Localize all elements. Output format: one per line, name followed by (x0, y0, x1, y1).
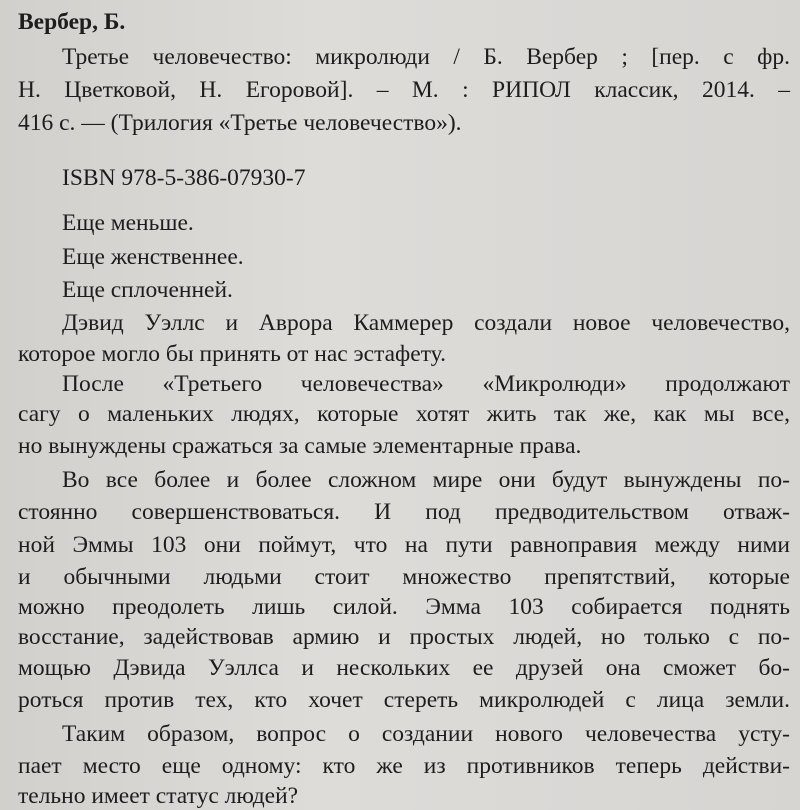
author-heading: Вербер, Б. (18, 9, 126, 35)
annotation-line: Во все более и более сложном мире они будут вынуждены по- (62, 467, 790, 493)
annotation-line: стоянно совершенствоваться. И под предводительством отваж- (18, 499, 790, 525)
annotation-line: восстание, задействовав армию и простых людей, но только с по- (18, 624, 790, 650)
annotation-line: которое могло бы принять от нас эстафету. (18, 341, 446, 367)
annotation-line: тельно имеет статус людей? (18, 783, 299, 809)
citation-line: 416 с. — (Трилогия «Третье человечество»). (18, 110, 462, 136)
annotation-line: Еще сплоченней. (62, 277, 233, 303)
annotation-line: но вынуждены сражаться за самые элементарные права. (18, 433, 582, 459)
annotation-line: и обычными людьми стоит множество препятствий, которые (18, 564, 790, 590)
annotation-line: ной Эммы 103 они поймут, что на пути равноправия между ними (18, 532, 790, 558)
annotation-line: мощью Дэвида Уэллса и нескольких ее друзей она сможет бо- (18, 655, 790, 681)
annotation-line: Еще женственнее. (62, 244, 244, 270)
annotation-line: роться против тех, кто хочет стереть микролюдей с лица земли. (18, 687, 790, 713)
annotation-line: Дэвид Уэллс и Аврора Каммерер создали новое человечество, (62, 310, 790, 336)
annotation-line: После «Третьего человечества» «Микролюди» продолжают (62, 371, 790, 397)
annotation-line: можно преодолеть лишь силой. Эмма 103 собирается поднять (18, 594, 790, 620)
annotation-line: Таким образом, вопрос о создании нового человечества усту- (62, 721, 790, 747)
annotation-line: сагу о маленьких людях, которые хотят жить так же, как мы все, (18, 401, 790, 427)
citation-line: Третье человечество: микролюди / Б. Вербер ; [пер. с фр. (62, 44, 790, 70)
isbn: ISBN 978-5-386-07930-7 (62, 165, 306, 191)
annotation-line: Еще меньше. (62, 210, 194, 236)
annotation-line: пает место еще одному: кто же из противников теперь действи- (18, 753, 790, 779)
citation-line: Н. Цветковой, Н. Егоровой]. – М. : РИПОЛ классик, 2014. – (18, 77, 790, 103)
